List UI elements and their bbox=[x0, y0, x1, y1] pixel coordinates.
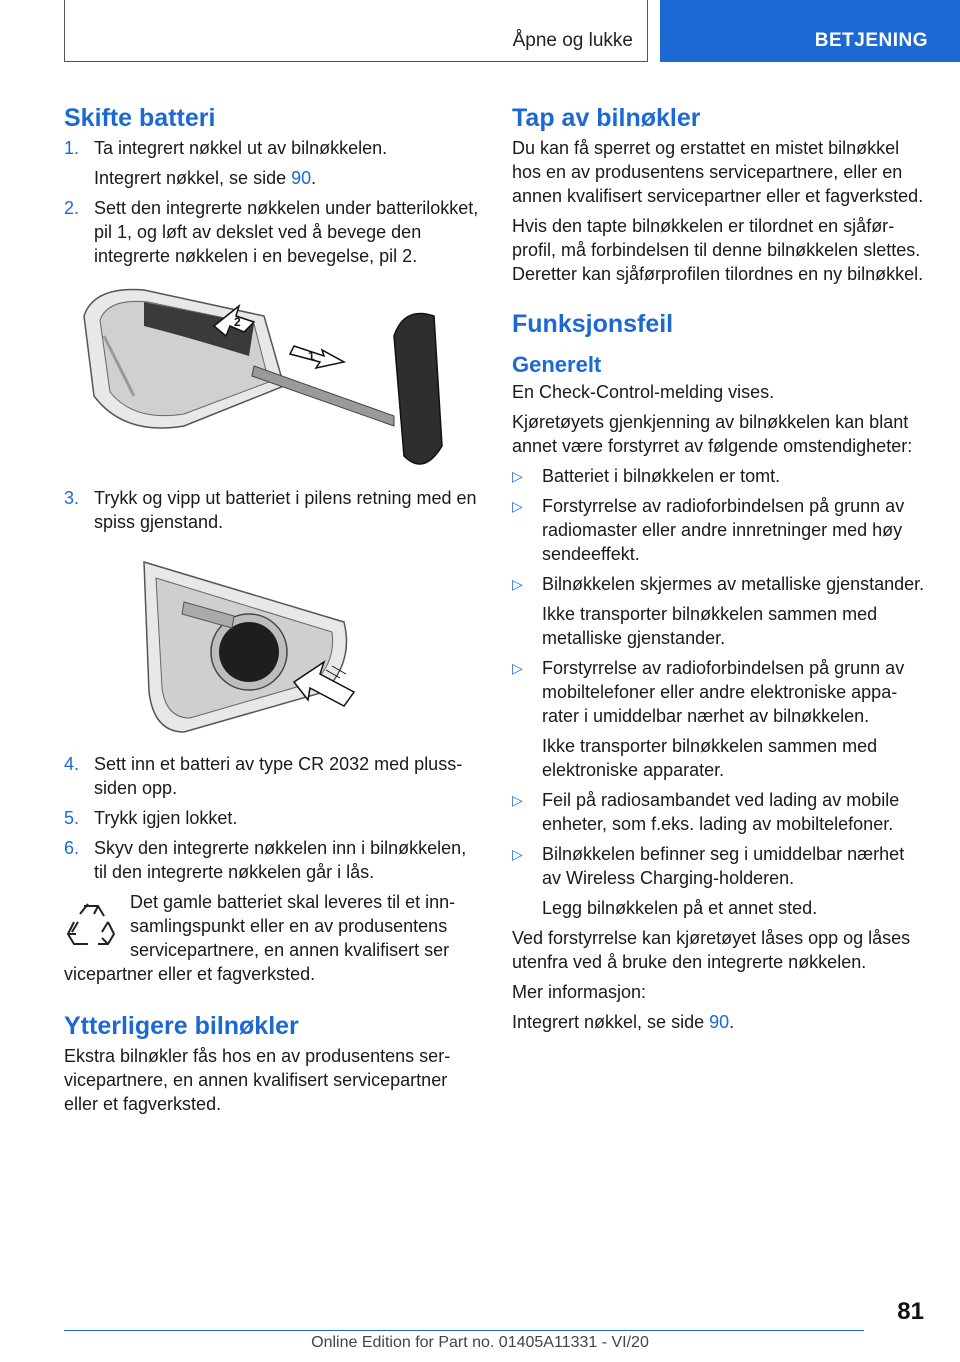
header-chapter-label: BETJENING bbox=[814, 30, 928, 51]
page-number: 81 bbox=[897, 1298, 924, 1325]
cause-text: Batteriet i bilnøkkelen er tomt. bbox=[542, 466, 781, 486]
cause-item bbox=[512, 572, 928, 650]
triangle-bullet-icon: ▷ bbox=[512, 660, 523, 676]
subheading-general: Generelt bbox=[512, 352, 602, 377]
step-4 bbox=[64, 752, 480, 800]
cause-text: Bilnøkkelen befinner seg i umiddelbar nærhet av Wireless Charging-holderen. bbox=[542, 844, 905, 888]
heading-malfunction: Funksjonsfeil bbox=[512, 310, 674, 338]
step-text: Skyv den integrerte nøkkelen inn i bilnøkkelen, til den integrerte nøkkelen går i lås. bbox=[94, 838, 467, 882]
heading-extra-keys: Ytterligere bilnøkler bbox=[64, 1012, 299, 1040]
malfunction-paragraph-1: En Check-Control-melding vises. bbox=[512, 382, 775, 402]
battery-steps-cont3 bbox=[64, 752, 480, 884]
cause-item bbox=[512, 842, 928, 920]
reference-suffix: . bbox=[311, 168, 317, 188]
step-2 bbox=[64, 196, 480, 268]
malfunction-causes-list bbox=[512, 464, 928, 920]
reference-text: Integrert nøkkel, se side bbox=[512, 1012, 710, 1032]
battery-steps-cont2 bbox=[64, 486, 480, 534]
battery-steps-cont bbox=[64, 196, 480, 268]
step-text: Sett den integrerte nøkkelen under batterilokket, pil 1, og løft av dekslet ved å bevege den integrerte nøkkelen i en bevegelse, pil 2. bbox=[94, 198, 479, 266]
heading-battery: Skifte batteri bbox=[64, 104, 216, 132]
step-1-reference bbox=[94, 166, 480, 190]
triangle-bullet-icon: ▷ bbox=[512, 576, 523, 592]
cause-item bbox=[512, 494, 928, 566]
svg-text:1: 1 bbox=[308, 349, 315, 363]
step-number: 5. bbox=[64, 808, 80, 828]
extra-keys-text: Ekstra bilnøkler fås hos en av produsentens servicepartnere, en annen kvalifisert servicepartner eller et fagverksted. bbox=[64, 1046, 451, 1114]
header-chapter-tab[interactable] bbox=[660, 0, 960, 62]
reference-text: Integrert nøkkel, se side bbox=[94, 168, 292, 188]
key-loss-paragraph-1: Du kan få sperret og erstattet en mistet bilnøkkel hos en av produsentens servicepartnere, eller en annen kvalifisert servicepartner eller et fagverksted. bbox=[512, 138, 924, 206]
svg-text:2: 2 bbox=[234, 315, 241, 329]
malfunction-reference bbox=[512, 1010, 928, 1034]
page-link-90[interactable]: 90 bbox=[291, 168, 312, 188]
heading-key-loss: Tap av bilnøkler bbox=[512, 104, 701, 132]
step-text: Trykk igjen lokket. bbox=[94, 808, 238, 828]
key-battery-cover-illustration bbox=[64, 276, 480, 476]
step-5 bbox=[64, 806, 480, 830]
cause-advice: Ikke transporter bilnøkkelen sammen med elektroniske apparater. bbox=[542, 736, 878, 780]
header-section-title: Åpne og lukke bbox=[512, 30, 633, 51]
step-number: 1. bbox=[64, 138, 80, 158]
step-number: 4. bbox=[64, 754, 80, 774]
reference-suffix: . bbox=[729, 1012, 735, 1032]
page-link-90[interactable]: 90 bbox=[709, 1012, 730, 1032]
recycle-text-rest: vicepartner eller et fagverksted. bbox=[64, 964, 316, 984]
step-6 bbox=[64, 836, 480, 884]
cause-text: Feil på radiosambandet ved lading av mobile enheter, som f.eks. lading av mobiltelefoner. bbox=[542, 790, 900, 834]
right-column bbox=[512, 100, 928, 1040]
footer-divider bbox=[64, 1330, 864, 1331]
step-text: Sett inn et batteri av type CR 2032 med pluss-siden opp. bbox=[94, 754, 463, 798]
battery-removal-illustration bbox=[64, 542, 480, 742]
malfunction-paragraph-2: Kjøretøyets gjenkjenning av bilnøkkelen kan blant annet være forstyrret av følgende omstendigheter: bbox=[512, 412, 913, 456]
cause-advice: Ikke transporter bilnøkkelen sammen med metalliske gjenstander. bbox=[542, 604, 878, 648]
malfunction-paragraph-3: Ved forstyrrelse kan kjøretøyet låses opp og låses utenfra ved å bruke den integrerte nøkkelen. bbox=[512, 928, 911, 972]
left-column bbox=[64, 100, 480, 1122]
cause-text: Forstyrrelse av radioforbindelsen på grunn av mobiltelefoner eller andre elektroniske apparater i umiddelbar nærhet av bilnøkkelen. bbox=[542, 658, 905, 726]
footer-edition: Online Edition for Part no. 01405A11331 - VI/20 bbox=[311, 1334, 649, 1351]
triangle-bullet-icon: ▷ bbox=[512, 792, 523, 808]
step-number: 3. bbox=[64, 488, 80, 508]
recycle-icon bbox=[64, 900, 118, 950]
cause-text: Forstyrrelse av radioforbindelsen på grunn av radiomaster eller andre innretninger med høy sendeeffekt. bbox=[542, 496, 905, 564]
triangle-bullet-icon: ▷ bbox=[512, 468, 523, 484]
step-number: 6. bbox=[64, 838, 80, 858]
step-text: Trykk og vipp ut batteriet i pilens retning med en spiss gjenstand. bbox=[94, 488, 477, 532]
cause-advice: Legg bilnøkkelen på et annet sted. bbox=[542, 898, 818, 918]
key-loss-paragraph-2: Hvis den tapte bilnøkkelen er tilordnet en sjåførprofil, må forbindelsen til denne bilnøkkelen slettes. Deretter kan sjåførprofilen tilordnes en ny bilnøkkel. bbox=[512, 216, 924, 284]
step-1 bbox=[64, 136, 480, 160]
header-box bbox=[64, 0, 648, 62]
battery-steps bbox=[64, 136, 480, 160]
cause-item bbox=[512, 656, 928, 782]
triangle-bullet-icon: ▷ bbox=[512, 846, 523, 862]
malfunction-paragraph-4: Mer informasjon: bbox=[512, 982, 647, 1002]
cause-text: Bilnøkkelen skjermes av metalliske gjenstander. bbox=[542, 574, 925, 594]
triangle-bullet-icon: ▷ bbox=[512, 498, 523, 514]
step-text: Ta integrert nøkkel ut av bilnøkkelen. bbox=[94, 138, 388, 158]
recycle-note bbox=[64, 890, 480, 986]
recycle-text-indented: Det gamle batteriet skal leveres til et innsamlingspunkt eller en av produsentens servicepartnere, en annen kvalifisert ser bbox=[130, 892, 456, 960]
cause-item bbox=[512, 464, 928, 488]
cause-item bbox=[512, 788, 928, 836]
step-3 bbox=[64, 486, 480, 534]
step-number: 2. bbox=[64, 198, 80, 218]
